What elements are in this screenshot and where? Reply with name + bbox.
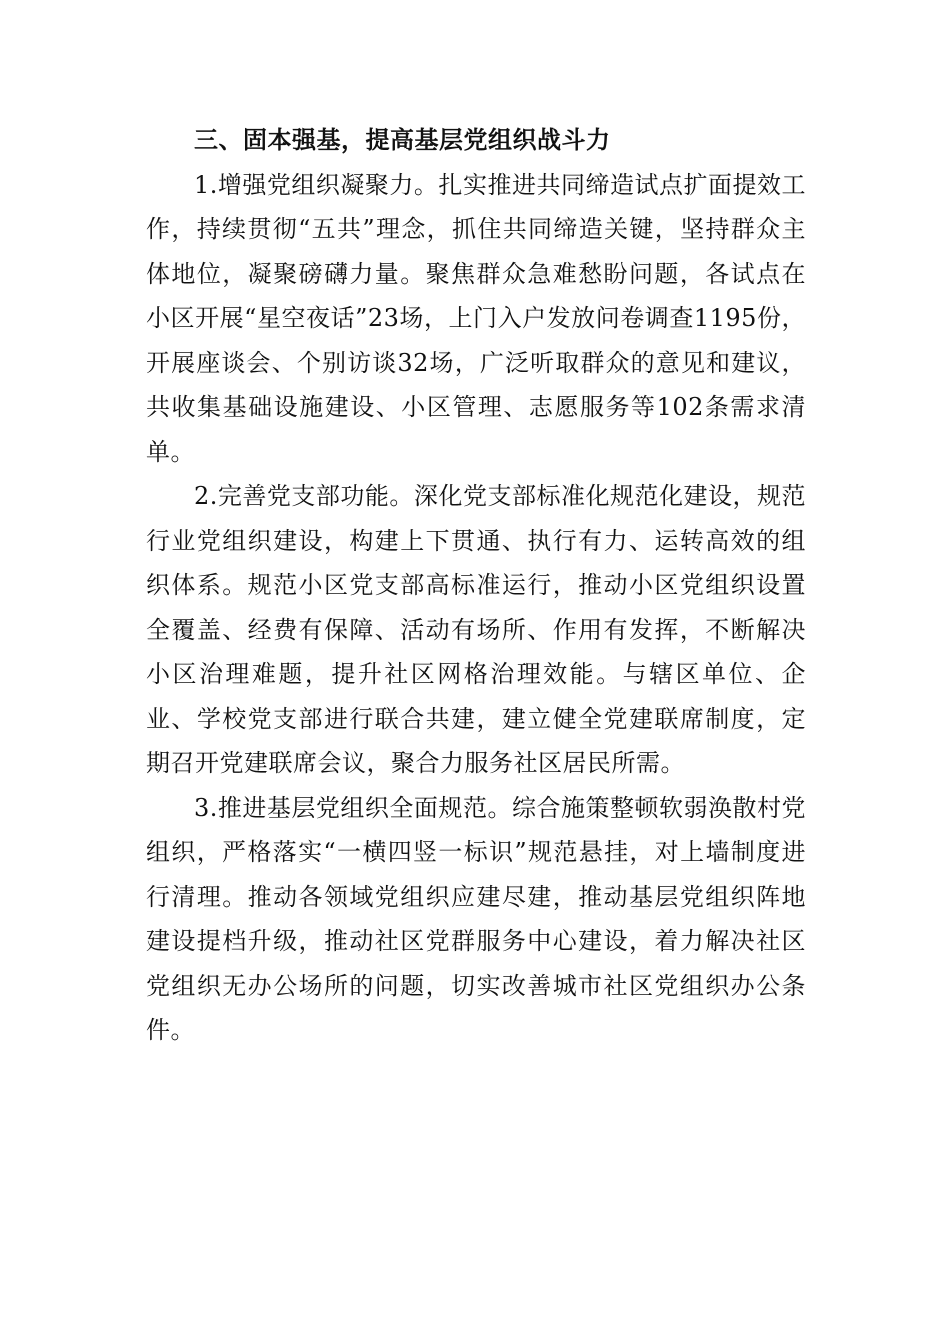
section-heading: 三、固本强基，提高基层党组织战斗力	[194, 126, 611, 154]
paragraph-1: 1.增强党组织凝聚力。扎实推进共同缔造试点扩面提效工作，持续贯彻“五共”理念，抓住共同缔造关键，坚持群众主体地位，凝聚磅礴力量。聚焦群众急难愁盼问题，各试点在小区开展“星空夜话”23场，上门入户发放问卷调查1195份，开展座谈会、个别访谈32场，广泛听取群众的意见和建议，共收集基础设施建设、小区管理、志愿服务等102条需求清单。	[146, 170, 806, 466]
paragraph-2: 2.完善党支部功能。深化党支部标准化规范化建设，规范行业党组织建设，构建上下贯通、执行有力、运转高效的组织体系。规范小区党支部高标准运行，推动小区党组织设置全覆盖、经费有保障、活动有场所、作用有发挥，不断解决小区治理难题，提升社区网格治理效能。与辖区单位、企业、学校党支部进行联合共建，建立健全党建联席制度，定期召开党建联席会议，聚合力服务社区居民所需。	[146, 482, 806, 777]
paragraph-3: 3.推进基层党组织全面规范。综合施策整顿软弱涣散村党组织，严格落实“一横四竖一标识”规范悬挂，对上墙制度进行清理。推动各领域党组织应建尽建，推动基层党组织阵地建设提档升级，推动社区党群服务中心建设，着力解决社区党组织无办公场所的问题，切实改善城市社区党组织办公条件。	[146, 793, 806, 1044]
document-body	[146, 118, 806, 1053]
